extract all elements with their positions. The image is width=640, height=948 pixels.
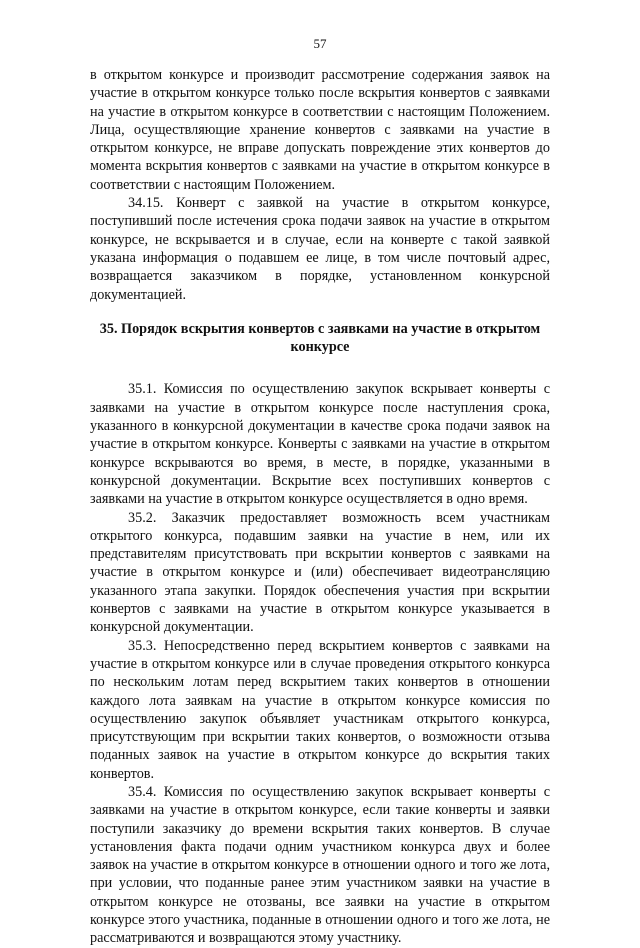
section-heading: 35. Порядок вскрытия конвертов с заявками на участие в открытом конкурсе (99, 320, 541, 356)
paragraph-35-2: 35.2. Заказчик предоставляет возможность всем участникам открытого конкурса, подавшим заявки на участие в нем, или их представителям присутствовать при вскрытии конвертов с заявками на участие в открытом конкурсе и (или) обеспечивает видеотрансляцию указанного этапа закупки. Порядок обеспечения участия при вскрытии конвертов с заявками на участие в открытом конкурсе указывается в конкурсной документации. (90, 509, 550, 636)
page-number: 57 (313, 36, 327, 51)
paragraph-34-15: 34.15. Конверт с заявкой на участие в открытом конкурсе, поступивший после истечения срока подачи заявок на участие в открытом конкурсе, не вскрывается и в случае, если на конверте с такой заявкой указана информация о подавшем ее лице, в том числе почтовый адрес, возвращается заказчиком в порядке, установленном конкурсной документацией. (90, 195, 550, 303)
paragraph-continuation: в открытом конкурсе и производит рассмотрение содержания заявок на участие в открытом конкурсе только после вскрытия конвертов с заявками на участие в открытом конкурсе в соответствии с настоящим Положением. Лица, осуществляющие хранение конвертов с заявками на участие в открытом конкурсе, не вправе допускать повреждение этих конвертов до момента вскрытия конвертов с заявками на участие в открытом конкурсе в соответствии с настоящим Положением. (90, 67, 550, 193)
paragraph-35-1: 35.1. Комиссия по осуществлению закупок вскрывает конверты с заявками на участие в открытом конкурсе после наступления срока, указанного в конкурсной документации в качестве срока подачи заявок на участие в открытом конкурсе. Конверты с заявками на участие в открытом конкурсе вскрываются во время, в месте, в порядке, указанными в конкурсной документации. Вскрытие всех поступивших конвертов с заявками на участие в открытом конкурсе осуществляется в одно время. (90, 381, 550, 508)
paragraph-35-3: 35.3. Непосредственно перед вскрытием конвертов с заявками на участие в открытом конкурсе или в случае проведения открытого конкурса по нескольким лотам перед вскрытием таких конвертов в отношении каждого лота заявкам на участие в открытом конкурсе комиссия по осуществлению закупок объявляет участникам открытого конкурса, присутствующим при вскрытии таких конвертов, о возможности отзыва поданных заявок на участие в открытом конкурсе до вскрытия таких конвертов. (90, 637, 550, 782)
paragraph-35-4: 35.4. Комиссия по осуществлению закупок вскрывает конверты с заявками на участие в открытом конкурсе, если такие конверты и заявки поступили заказчику до времени вскрытия таких конвертов. В случае установления факта подачи одним участником конкурса двух и более заявок на участие в открытом конкурсе в отношении одного и того же лота, при условии, что поданные ранее этим участником заявки на участие в открытом конкурсе не отозваны, все заявки на участие в открытом конкурсе этого участника, поданные в отношении одного и того же лота, не рассматриваются и возвращаются этому участнику. (90, 783, 550, 947)
